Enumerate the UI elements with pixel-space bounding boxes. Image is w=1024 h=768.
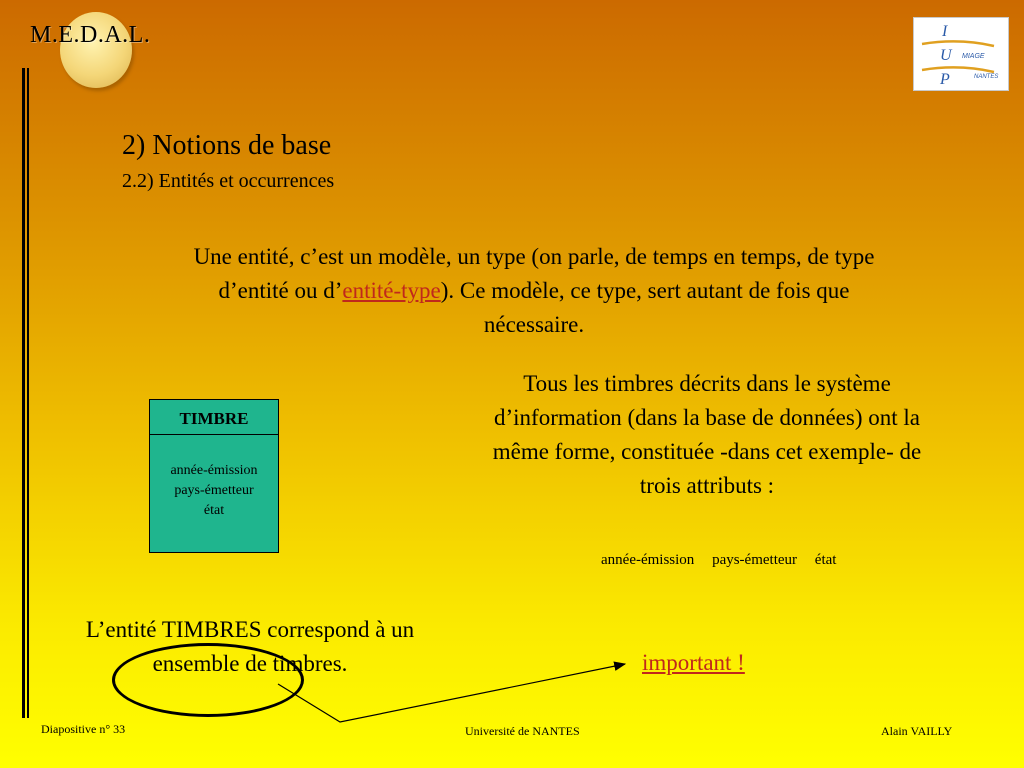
footer-author: Alain VAILLY [881, 724, 953, 738]
logo-text-miage: MIAGE [962, 53, 985, 60]
explanation-paragraph: Tous les timbres décrits dans le système d’information (dans la base de données) ont la même forme, constituée -dans cet exemple- de trois attributs : [492, 371, 922, 498]
entity-attribute: année-émission [170, 463, 258, 478]
definition-text-before: Une entité, c’est un modèle, un type (on parle, de temps en temps, de type d’entité ou d’ [193, 244, 875, 303]
entity-attributes [150, 435, 278, 521]
slide-heading: 2) Notions de base [122, 130, 332, 161]
footer-university: Université de NANTES [465, 724, 580, 738]
logo-letter-p: P [940, 71, 950, 88]
entity-attribute: état [203, 503, 225, 518]
vertical-bar-right [27, 68, 29, 718]
highlight-ellipse [112, 643, 304, 717]
attribute-item: pays-émetteur [712, 552, 798, 568]
logo-letter-u: U [940, 47, 952, 64]
attribute-item: année-émission [601, 552, 695, 568]
medal-title: M.E.D.A.L. [30, 22, 151, 48]
definition-text-after: ). Ce modèle, ce type, sert autant de fois que nécessaire. [440, 278, 850, 337]
entity-set-paragraph: L’entité TIMBRES correspond à un ensemble de timbres. [85, 617, 415, 676]
entity-name: TIMBRE [150, 400, 278, 435]
slide-subheading: 2.2) Entités et occurrences [122, 170, 335, 192]
iup-logo [913, 17, 1009, 91]
logo-text-nantes: NANTES [974, 74, 999, 80]
entity-type-link[interactable]: entité-type [342, 278, 441, 303]
important-link[interactable]: important ! [642, 650, 745, 675]
definition-paragraph [178, 240, 890, 342]
entity-box [149, 399, 279, 553]
entity-attribute: pays-émetteur [174, 483, 254, 498]
vertical-bar-left [22, 68, 25, 718]
iup-logo-graphic [914, 18, 1008, 90]
slide-number: Diapositive n° 33 [41, 722, 126, 736]
attribute-list [601, 552, 850, 569]
logo-letter-i: I [942, 23, 948, 40]
attribute-item: état [814, 552, 837, 568]
